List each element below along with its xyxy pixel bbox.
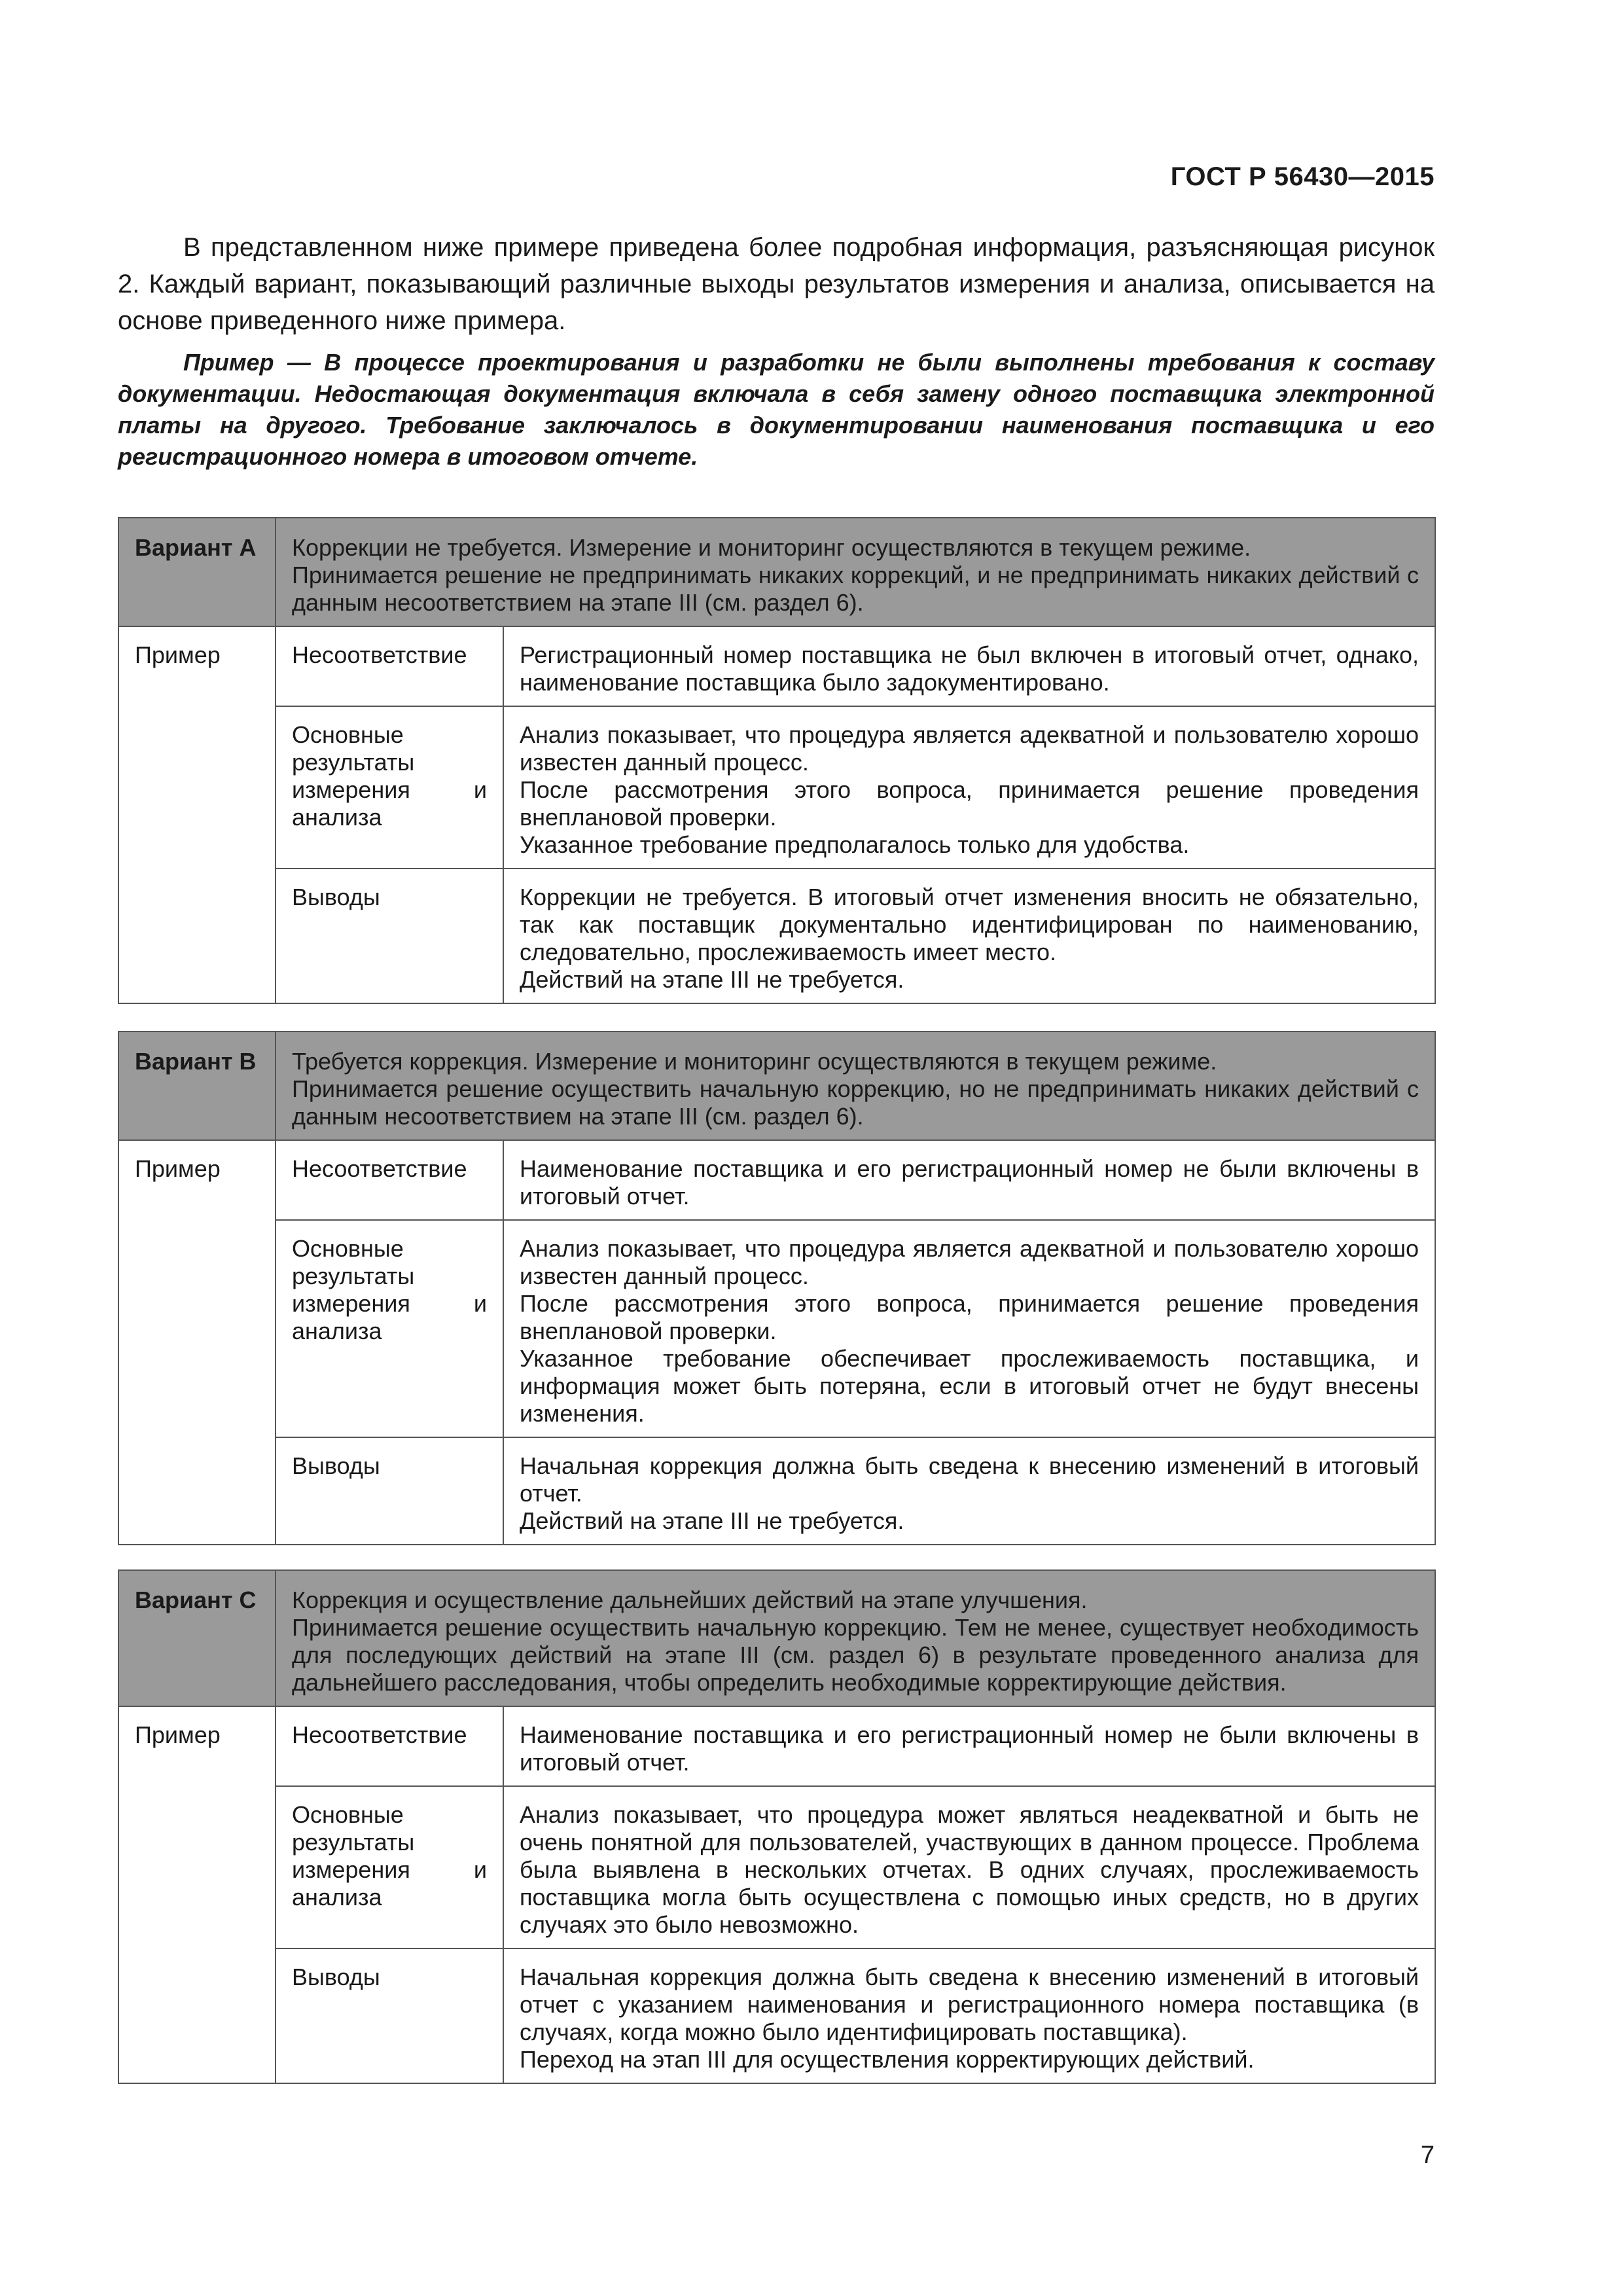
table-row [118,1948,1435,2083]
variant-c-table [118,1570,1436,2084]
row-text: Анализ показывает, что процедура является адекватной и пользователю хорошо известен данный процесс. После рассмотрения этого вопроса, принимается решение проведения внеплановой проверки. Указанное требование обеспечивает прослеживаемость поставщика, и информация может быть потеряна, если в итоговый отчет не будут внесены изменения. [503,1220,1435,1437]
row-label: Несоответствие [276,1140,503,1220]
row-text: Наименование поставщика и его регистрационный номер не были включены в итоговый отчет. [503,1140,1435,1220]
row-label: Выводы [276,869,503,1003]
table-row [118,706,1435,869]
variant-description: Коррекции не требуется. Измерение и мониторинг осуществляются в текущем режиме. Принимается решение не предпринимать никаких коррекций, и не предпринимать никаких действий с данным несоответствием на этапе III (см. раздел 6). [276,518,1435,626]
row-text: Анализ показывает, что процедура является адекватной и пользователю хорошо известен данный процесс. После рассмотрения этого вопроса, принимается решение проведения внеплановой проверки. Указанное требование предполагалось только для удобства. [503,706,1435,869]
example-label: Пример [118,626,276,1003]
table-row [118,626,1435,706]
row-text: Начальная коррекция должна быть сведена к внесению изменений в итоговый отчет с указанием наименования и регистрационного номера поставщика (в случаях, когда можно было идентифицировать поставщика). Переход на этап III для осуществления корректирующих действий. [503,1948,1435,2083]
row-text: Регистрационный номер поставщика не был включен в итоговый отчет, однако, наименование поставщика было задокументировано. [503,626,1435,706]
page-number: 7 [1420,2142,1435,2169]
row-text: Коррекции не требуется. В итоговый отчет изменения вносить не обязательно, так как поставщик документально идентифицирован по наименованию, следовательно, прослеживаемость имеет место. Действий на этапе III не требуется. [503,869,1435,1003]
row-text: Начальная коррекция должна быть сведена к внесению изменений в итоговый отчет. Действий на этапе III не требуется. [503,1437,1435,1545]
variant-label: Вариант А [118,518,276,626]
variant-label: Вариант B [118,1031,276,1140]
row-label: Выводы [276,1437,503,1545]
row-text: Наименование поставщика и его регистрационный номер не были включены в итоговый отчет. [503,1706,1435,1786]
variant-b-table [118,1031,1436,1545]
variant-header-row [118,1570,1435,1706]
variant-a-table [118,517,1436,1004]
variant-label: Вариант C [118,1570,276,1706]
variant-header-row [118,1031,1435,1140]
example-paragraph: Пример — В процессе проектирования и разработки не были выполнены требования к составу документации. Недостающая документация включала в себя замену одного поставщика электронной платы на другого. Требование заключалось в документировании наименования поставщика и его регистрационного номера в итоговом отчете. [118,349,1435,470]
row-label: Выводы [276,1948,503,2083]
table-row [118,869,1435,1003]
variant-header-row [118,518,1435,626]
table-row [118,1786,1435,1948]
row-label: Основные результаты измерения и анализа [276,706,503,869]
row-text: Анализ показывает, что процедура может являться неадекватной и быть не очень понятной для пользователей, участвующих в данном процессе. Проблема была выявлена в нескольких отчетах. В одних случаях, прослеживаемость поставщика могла быть осуществлена с помощью иных средств, но в других случаях это было невозможно. [503,1786,1435,1948]
example-label: Пример [118,1140,276,1545]
table-row [118,1220,1435,1437]
row-label: Несоответствие [276,1706,503,1786]
table-row [118,1140,1435,1220]
table-row [118,1706,1435,1786]
table-row [118,1437,1435,1545]
example-label: Пример [118,1706,276,2083]
variant-description: Требуется коррекция. Измерение и мониторинг осуществляются в текущем режиме. Принимается решение осуществить начальную коррекцию, но не предпринимать никаких действий с данным несоответствием на этапе III (см. раздел 6). [276,1031,1435,1140]
intro-paragraph: В представленном ниже примере приведена более подробная информация, разъясняющая рисунок 2. Каждый вариант, показывающий различные выходы результатов измерения и анализа, описывается на основе приведенного ниже примера. [118,233,1435,335]
document-code: ГОСТ Р 56430—2015 [1170,162,1435,191]
variant-description: Коррекция и осуществление дальнейших действий на этапе улучшения. Принимается решение осуществить начальную коррекцию. Тем не менее, существует необходимость для последующих действий на этапе III (см. раздел 6) в результате проведенного анализа для дальнейшего расследования, чтобы определить необходимые корректирующие действия. [276,1570,1435,1706]
row-label: Основные результаты измерения и анализа [276,1786,503,1948]
row-label: Несоответствие [276,626,503,706]
row-label: Основные результаты измерения и анализа [276,1220,503,1437]
